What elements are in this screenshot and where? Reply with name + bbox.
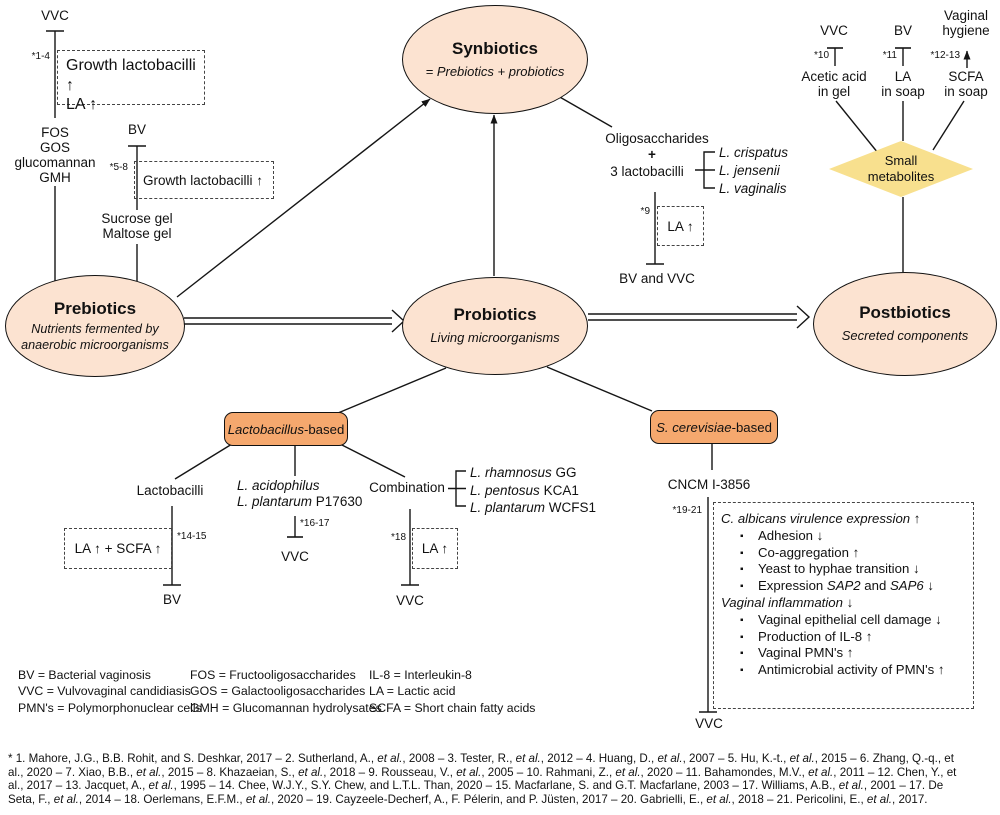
target-bv-and-vvc: BV and VVC	[619, 271, 695, 286]
plantarum-rest: P17630	[312, 494, 363, 509]
effect-box-la-scfa	[64, 528, 172, 569]
reference-line: al., 2017 – 13. Jacquet, A., et al., 1995 – 14. Chee, W.J.Y., S.Y. Chew, and L.T.L. Than, 2020 – 15. Macfarlane, S. and G.T. Macfarlane, 2003 – 17. Williams, A.B., et al., 2001 – 17. De	[8, 779, 944, 793]
diamond-line: Small	[884, 153, 918, 168]
plantarum-em: L. plantarum	[237, 494, 313, 509]
legend-item: GOS = Galactooligosaccharides	[190, 684, 366, 699]
prebiotics-subtitle-1: Nutrients fermented by	[31, 321, 159, 336]
legend-column-2	[190, 667, 382, 716]
target-vvc-acidophilus: VVC	[281, 549, 309, 564]
gel-item: Maltose gel	[102, 226, 172, 241]
target-vvc-combination: VVC	[396, 593, 424, 608]
plus-sign: +	[648, 147, 656, 162]
legend-column-1	[18, 667, 202, 716]
effect-item: ▪ Adhesion ↓	[721, 528, 969, 545]
ref-marker-1-4: *1-4	[31, 51, 50, 62]
legend-item: BV = Bacterial vaginosis	[18, 668, 151, 682]
effect-line: LA ↑	[667, 218, 694, 234]
gel-item: Sucrose gel	[101, 211, 173, 226]
ref-marker-19-21: *19-21	[672, 505, 702, 516]
effects-heading-inflammation: Vaginal inflammation ↓	[721, 594, 854, 610]
synbiotics-subtitle: = Prebiotics + probiotics	[425, 63, 565, 79]
source-scfa: SCFA	[948, 69, 984, 84]
effect-item: ▪ Co-aggregation ↑	[721, 545, 969, 562]
oligosaccharides-label: Oligosaccharides	[605, 131, 709, 146]
lactobacilli-label: Lactobacilli	[136, 483, 204, 498]
source-acetic-acid: Acetic acid	[801, 69, 867, 84]
cerevisiae-based-em: S. cerevisiae	[656, 419, 732, 435]
target-vvc-topleft: VVC	[41, 8, 69, 23]
effect-line: Growth lactobacilli ↑	[66, 57, 196, 94]
source-la: LA	[894, 69, 912, 84]
ref-marker-18: *18	[390, 532, 406, 543]
strain-rest: KCA1	[539, 483, 579, 498]
acidophilus-label: L. acidophilus	[237, 478, 320, 493]
target-vvc-cerevisiae: VVC	[695, 716, 723, 731]
effect-box-la-combination	[412, 528, 458, 569]
prebiotic-item: GOS	[39, 139, 70, 155]
three-lactobacilli-label: 3 lactobacilli	[610, 164, 684, 179]
effect-item: ▪ Yeast to hyphae transition ↓	[721, 561, 969, 578]
legend-item: GMH = Glucomannan hydrolysates	[190, 700, 382, 715]
source-in-gel: in gel	[817, 84, 851, 99]
lactobacillus-based-rest: -based	[303, 421, 345, 437]
lactobacillus-based-box	[224, 412, 348, 446]
legend-item: SCFA = Short chain fatty acids	[369, 700, 536, 715]
cerevisiae-based-rest: -based	[731, 419, 772, 435]
source-in-soap-2: in soap	[944, 84, 988, 99]
strain-em: L. plantarum	[470, 500, 546, 515]
target-vvc-topright: VVC	[820, 23, 848, 38]
prebiotics-subtitle-2: anaerobic microorganisms	[21, 337, 169, 352]
effect-item-sap: ▪ Expression SAP2 and SAP6 ↓	[721, 578, 969, 595]
source-in-soap-1: in soap	[881, 84, 925, 99]
postbiotics-subtitle: Secreted components	[841, 328, 969, 344]
prebiotic-list	[14, 126, 95, 186]
double-arrow-probiotics-postbiotics	[588, 306, 809, 328]
synbiotics-node	[402, 5, 588, 114]
effect-line: LA ↑ + SCFA ↑	[74, 541, 162, 556]
lactobacillus-based-em: Lactobacillus	[227, 421, 304, 437]
ref-marker-16-17: *16-17	[300, 518, 330, 529]
species-crispatus: L. crispatus	[719, 145, 789, 160]
prebiotic-item: GMH	[39, 169, 71, 185]
ref-marker-5-8: *5-8	[109, 162, 128, 173]
ref-marker-9: *9	[640, 206, 650, 217]
effect-line: LA ↑	[421, 541, 449, 556]
ref-marker-11: *11	[882, 50, 897, 61]
strain-rest: GG	[551, 465, 577, 480]
legend-item: VVC = Vulvovaginal candidiasis	[18, 684, 191, 699]
legend-item: FOS = Fructooligosaccharides	[190, 668, 356, 682]
combination-label: Combination	[369, 480, 445, 495]
probiotics-title: Probiotics	[453, 305, 537, 325]
strain-pentosus	[470, 483, 579, 498]
strain-plantarum-wcfs1	[470, 500, 596, 515]
target-vaginal-hygiene: Vaginal	[943, 8, 989, 23]
legend-column-3	[369, 667, 535, 716]
cerevisiae-effects-box	[713, 502, 974, 709]
reference-line: * 1. Mahore, J.G., B.B. Rohit, and S. Deshkar, 2017 – 2. Sutherland, A., et al., 2008 – 3. Tester, R., et al., 2012 – 4. Huang, D., et al., 2007 – 5. Hu, K.-t., et al., 2015 – 6. Zhang, Q.-q., et	[8, 752, 954, 765]
strain-rest: WCFS1	[545, 500, 597, 515]
effect-item: ▪ Vaginal PMN's ↑	[721, 645, 969, 662]
effects-heading-virulence: C. albicans virulence expression ↑	[721, 511, 921, 526]
prebiotics-node	[5, 275, 185, 377]
effect-item: ▪ Production of IL-8 ↑	[721, 629, 969, 646]
effect-line: LA ↑	[66, 96, 98, 113]
reference-footnote	[8, 752, 996, 806]
gel-list	[101, 211, 172, 241]
strain-rhamnosus	[470, 465, 577, 480]
cncm-strain-label: CNCM I-3856	[667, 477, 751, 492]
strain-em: L. pentosus	[470, 483, 540, 498]
synbiotics-title: Synbiotics	[452, 38, 538, 58]
postbiotics-title: Postbiotics	[859, 303, 951, 323]
reference-line: Seta, F., et al., 2014 – 18. Oerlemans, E.F.M., et al., 2020 – 19. Cayzeele-Decherf, A., F. Pélerin, and P. Jüsten, 2017 – 20. Gabrielli, E., et al., 2018 – 21. Pericolini, E., et al., 2017.	[8, 792, 928, 806]
reference-line: al., 2020 – 7. Xiao, B.B., et al., 2015 – 8. Khazaeian, S., et al., 2018 – 9. Rousseau, V., et al., 2005 – 10. Rahmani, Z., et al., 2020 – 11. Bahamondes, M.V., et al., 2011 – 12. Chen, Y., et	[8, 765, 957, 779]
small-metabolites-label	[868, 153, 934, 184]
effect-line: Growth lactobacilli ↑	[143, 172, 264, 188]
prebiotic-item: glucomannan	[14, 154, 96, 170]
legend-item: LA = Lactic acid	[369, 684, 456, 699]
target-bv-lactobacilli: BV	[162, 592, 182, 607]
prebiotic-item: FOS	[41, 125, 69, 140]
postbiotics-node	[813, 272, 997, 376]
effect-box-la-synbiotic	[657, 206, 704, 246]
legend-item: PMN's = Polymorphonuclear cells	[18, 700, 202, 715]
plantarum-p17630-label	[237, 494, 362, 509]
ref-marker-10: *10	[813, 50, 829, 61]
effect-item: ▪ Antimicrobial activity of PMN's ↑	[721, 662, 969, 679]
cerevisiae-based-box	[650, 410, 778, 444]
legend-item: IL-8 = Interleukin-8	[369, 668, 472, 682]
species-vaginalis: L. vaginalis	[719, 181, 787, 196]
probiotics-node	[402, 277, 588, 375]
double-arrow-prebiotics-probiotics	[184, 310, 404, 332]
diamond-line: metabolites	[867, 168, 935, 184]
effect-item: ▪ Vaginal epithelial cell damage ↓	[721, 612, 969, 629]
target-bv-topleft: BV	[127, 122, 147, 137]
target-vaginal-hygiene-2: hygiene	[942, 23, 990, 38]
ref-marker-14-15: *14-15	[177, 531, 207, 542]
ref-marker-12-13: *12-13	[930, 50, 960, 61]
species-jensenii: L. jensenii	[719, 163, 780, 178]
probiotics-subtitle: Living microorganisms	[430, 330, 560, 346]
prebiotics-title: Prebiotics	[53, 298, 137, 318]
effect-box-growth	[134, 161, 274, 199]
target-bv-topright: BV	[893, 23, 913, 38]
effect-box-growth-la	[57, 50, 205, 113]
strain-em: L. rhamnosus	[470, 465, 552, 480]
